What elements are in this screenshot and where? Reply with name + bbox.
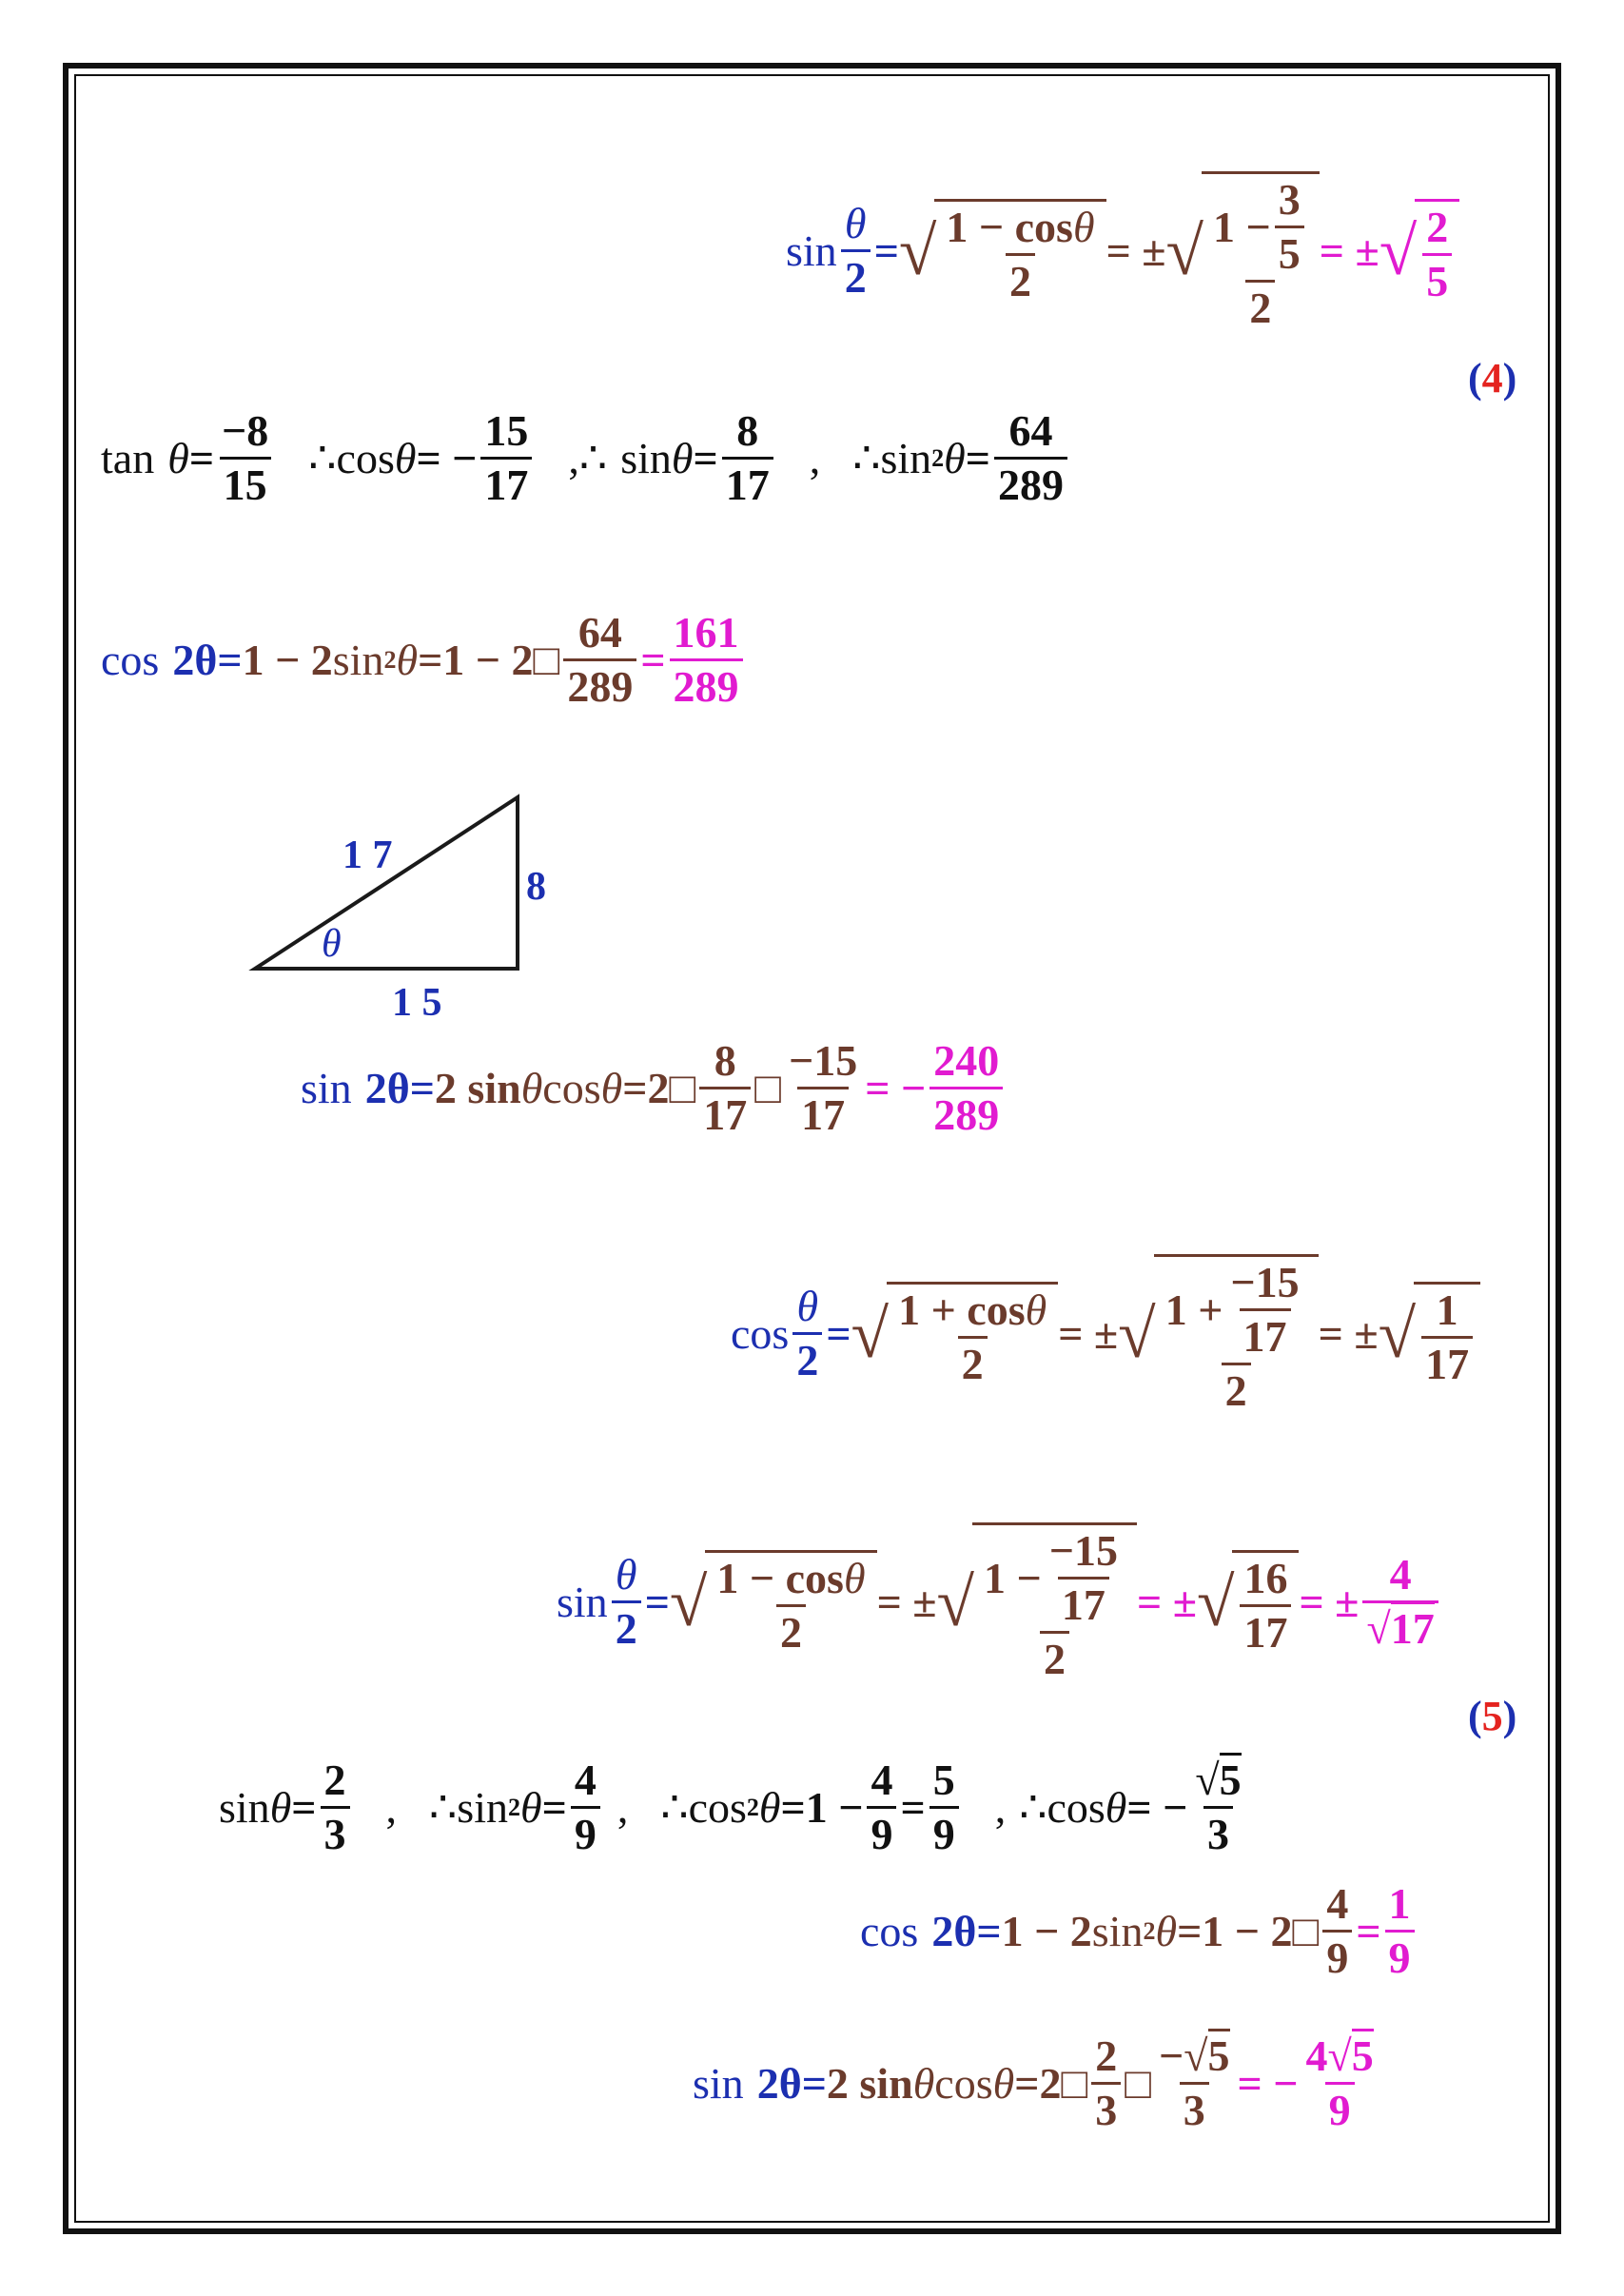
sqrt-result: √ $\frac{2}{5}$ (1379, 199, 1460, 304)
equation-sin-half-theta-2: sin $\frac{\theta}{2}$ = √ $\frac{1 - \cos\theta}{2}$ = ± √ 1 − $\frac{-15}{17}$ 2 = ± √ $\frac{16}{17}$ = ± $\frac{4}{√17}$ (557, 1522, 1442, 1681)
fraction-theta-over-2: $\frac{\theta}{2}$ (841, 202, 871, 300)
sqrt-one-minus-cos: √ $\frac{1 - \cos\theta}{2}$ (899, 199, 1106, 304)
equation-cos-2theta-2: cos 2θ = 1 − 2 sin 2 θ = 1 − 2 □ $\frac{4}{9}$ = $\frac{1}{9}$ (860, 1882, 1419, 1980)
equation-tan-theta: tan θ = $\frac{-8}{15}$ ∴ cos θ = − $\frac{15}{17}$ , ∴ sin θ = $\frac{8}{17}$ , ∴ sin 2 θ = $\frac{64}{289}$ (101, 409, 1071, 507)
opposite-side-label: 8 (526, 865, 546, 909)
problem-number-5: (5) (1468, 1693, 1517, 1739)
equation-cos-half-theta: cos $\frac{\theta}{2}$ = √ $\frac{1 + \cos\theta}{2}$ = ± √ 1 + $\frac{-15}{17}$ 2 = ± √ $\frac{1}{17}$ (731, 1254, 1480, 1413)
adjacent-side-label: 1 5 (392, 981, 442, 1025)
equation-sin-2theta-1: sin 2θ = 2 sin θ cos θ = 2 □ $\frac{8}{17}$ □ $\frac{-15}{17}$ = − $\frac{240}{289}$ (301, 1039, 1007, 1137)
equation-sin-2theta-2: sin 2θ = 2 sin θ cos θ = 2 □ $\frac{2}{3}$ □ $\frac{-√5}{3}$ = − $\frac{4√5}{9}$ (693, 2034, 1381, 2132)
equation-sin-theta-two-thirds: sin θ = $\frac{2}{3}$ , ∴ sin 2 θ = $\frac{4}{9}$ , ∴ cos 2 θ = 1 − $\frac{4}{9}$ = $\frac{5}{9}$ , ∴ cos θ = − $\frac{√5}{3}$ (219, 1758, 1249, 1856)
sqrt-nested-fraction: √ 1 − $\frac{3}{5}$ 2 (1166, 171, 1320, 330)
angle-theta-label: θ (322, 922, 342, 966)
equation-sin-half-theta-1: sin $\frac{\theta}{2}$ = √ $\frac{1 - \cos\theta}{2}$ = ± √ 1 − $\frac{3}{5}$ 2 = ± √ $\frac{2}{5}$ (786, 171, 1459, 330)
problem-number-4: (4) (1468, 355, 1517, 402)
hypotenuse-label: 1 7 (342, 834, 393, 877)
equation-cos-2theta-1: cos 2θ = 1 − 2 sin 2 θ = 1 − 2 □ $\frac{64}{289}$ = $\frac{161}{289}$ (101, 611, 747, 709)
sin-label: sin (786, 226, 837, 275)
right-triangle-diagram (238, 780, 552, 990)
